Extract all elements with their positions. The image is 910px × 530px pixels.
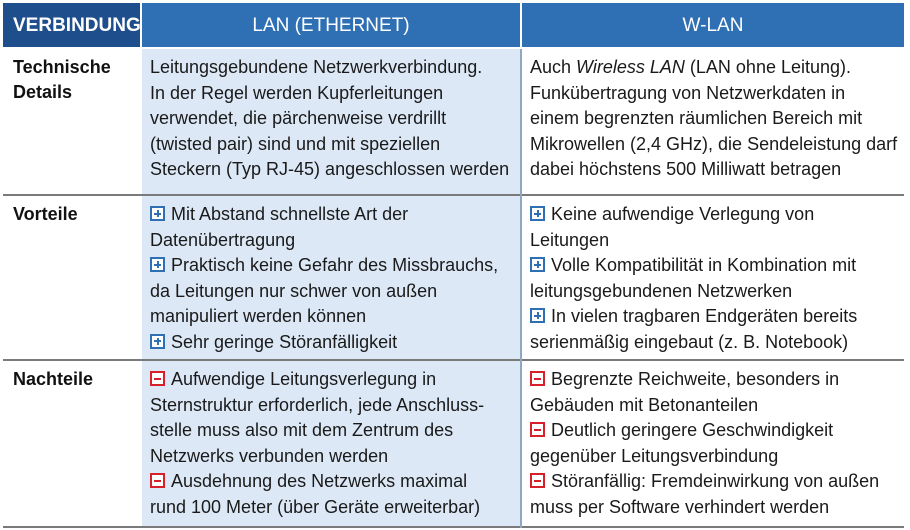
row-vorteile	[0, 196, 910, 359]
text-line: gegenüber Leitungsverbindung	[530, 445, 779, 466]
text-line: In der Regel werden Kupferleitungen	[150, 82, 444, 103]
text-line	[150, 367, 514, 393]
list-item	[150, 202, 514, 253]
header-cell-lan	[142, 3, 520, 47]
text-line	[530, 55, 898, 81]
text-line	[530, 469, 898, 495]
plus-box-icon	[150, 257, 165, 272]
minus-box-icon	[530, 371, 545, 386]
text-line: Leitungsgebundene Netzwerkverbindung.	[150, 57, 483, 77]
item-text: Praktisch keine Gefahr des Missbrauchs,	[171, 255, 499, 275]
text-line	[150, 330, 514, 356]
text-line: einem begrenzten räumlichen Bereich mit	[530, 108, 863, 128]
text-line	[530, 367, 898, 393]
text-line: Datenübertragung	[150, 229, 296, 250]
row-label	[13, 367, 138, 392]
text-line: Gebäuden mit Betonanteilen	[530, 394, 759, 415]
header-cell-wlan	[522, 3, 904, 47]
item-text: Aufwendige Leitungsverlegung in	[171, 369, 437, 389]
item-text: Mit Abstand schnellste Art der	[171, 204, 409, 224]
header-label-wlan: W-LAN	[682, 15, 744, 36]
text-line: Funkübertragung von Netzwerkdaten in	[530, 82, 846, 103]
lan-cell	[142, 361, 520, 526]
row-label-cell	[3, 49, 140, 194]
lan-cell	[142, 49, 520, 194]
lan-text	[150, 55, 514, 183]
row-technische-details	[0, 49, 910, 194]
text-line: Sternstruktur erforderlich, jede Anschluss-	[150, 394, 485, 415]
item-text: Ausdehnung des Netzwerks maximal	[171, 471, 468, 491]
header-cell-verbindung	[3, 3, 140, 47]
text-line: dabei höchstens 500 Milliwatt betragen	[530, 159, 842, 179]
plus-box-icon	[150, 334, 165, 349]
item-text: Begrenzte Reichweite, besonders in	[551, 369, 840, 389]
text-line: (twisted pair) sind und mit speziellen	[150, 133, 441, 154]
row-nachteile	[0, 361, 910, 526]
header-label-verbindung: VERBINDUNG	[13, 15, 141, 36]
text-line: muss per Software verhindert werden	[530, 496, 830, 517]
text-line: manipuliert werden können	[150, 306, 367, 326]
text-line	[150, 469, 514, 495]
list-item	[150, 330, 514, 356]
table-right-edge	[904, 0, 910, 530]
row-label-line: Details	[13, 82, 73, 102]
row-label-line: Technische	[13, 57, 111, 77]
row-label-line: Nachteile	[13, 369, 94, 389]
text-span: Auch	[530, 57, 577, 77]
text-line: verwendet, die pärchenweise verdrillt	[150, 108, 447, 128]
plus-box-icon	[530, 308, 545, 323]
text-line: Leitungen	[530, 229, 610, 250]
row-label	[13, 202, 138, 227]
column-divider	[520, 49, 522, 528]
text-line	[150, 202, 514, 228]
item-text: In vielen tragbaren Endgeräten bereits	[551, 306, 858, 326]
row-divider	[3, 359, 904, 361]
list-item	[150, 367, 514, 469]
minus-box-icon	[150, 473, 165, 488]
list-item	[530, 253, 898, 304]
list-item	[530, 367, 898, 418]
wlan-advantages	[530, 202, 898, 355]
row-label-cell	[3, 361, 140, 526]
text-span: (LAN ohne Leitung).	[684, 57, 852, 77]
italic-term: Wireless LAN	[576, 57, 685, 77]
list-item	[150, 469, 514, 520]
wlan-text	[530, 55, 898, 183]
list-item	[530, 304, 898, 355]
text-line: stelle muss also mit dem Zentrum des	[150, 420, 454, 440]
text-line: Steckern (Typ RJ-45) angeschlossen werden	[150, 159, 510, 179]
row-divider	[3, 194, 904, 196]
plus-box-icon	[530, 257, 545, 272]
minus-box-icon	[530, 422, 545, 437]
list-item	[530, 202, 898, 253]
lan-disadvantages	[150, 367, 514, 520]
wlan-cell	[522, 361, 904, 526]
list-item	[530, 418, 898, 469]
wlan-disadvantages	[530, 367, 898, 520]
wlan-cell	[522, 196, 904, 359]
header-row	[0, 3, 910, 47]
text-line: da Leitungen nur schwer von außen	[150, 280, 438, 301]
text-line: rund 100 Meter (über Geräte erweiterbar)	[150, 496, 481, 517]
list-item	[530, 469, 898, 520]
wlan-cell	[522, 49, 904, 194]
row-label-line: Vorteile	[13, 204, 78, 224]
lan-advantages	[150, 202, 514, 355]
item-text: Sehr geringe Störanfälligkeit	[171, 331, 398, 352]
item-text: Deutlich geringere Geschwindigkeit	[551, 420, 834, 440]
minus-box-icon	[150, 371, 165, 386]
plus-box-icon	[530, 206, 545, 221]
minus-box-icon	[530, 473, 545, 488]
header-label-lan: LAN (ETHERNET)	[252, 15, 410, 36]
row-label-cell	[3, 196, 140, 359]
text-line	[530, 418, 898, 444]
text-line	[150, 253, 514, 279]
row-label	[13, 55, 138, 105]
text-line: serienmäßig eingebaut (z. B. Notebook)	[530, 331, 849, 352]
text-line	[530, 202, 898, 228]
plus-box-icon	[150, 206, 165, 221]
item-text: Volle Kompatibilität in Kombination mit	[551, 255, 857, 275]
item-text: Keine aufwendige Verlegung von	[551, 204, 815, 224]
text-line: Netzwerks verbunden werden	[150, 445, 389, 466]
text-line: Mikrowellen (2,4 GHz), die Sendeleistung darf	[530, 133, 898, 154]
text-line	[530, 253, 898, 279]
row-divider	[3, 526, 904, 528]
item-text: Störanfällig: Fremdeinwirkung von außen	[551, 471, 880, 491]
text-line: leitungsgebundenen Netzwerken	[530, 280, 793, 301]
lan-cell	[142, 196, 520, 359]
text-line	[530, 304, 898, 330]
list-item	[150, 253, 514, 330]
